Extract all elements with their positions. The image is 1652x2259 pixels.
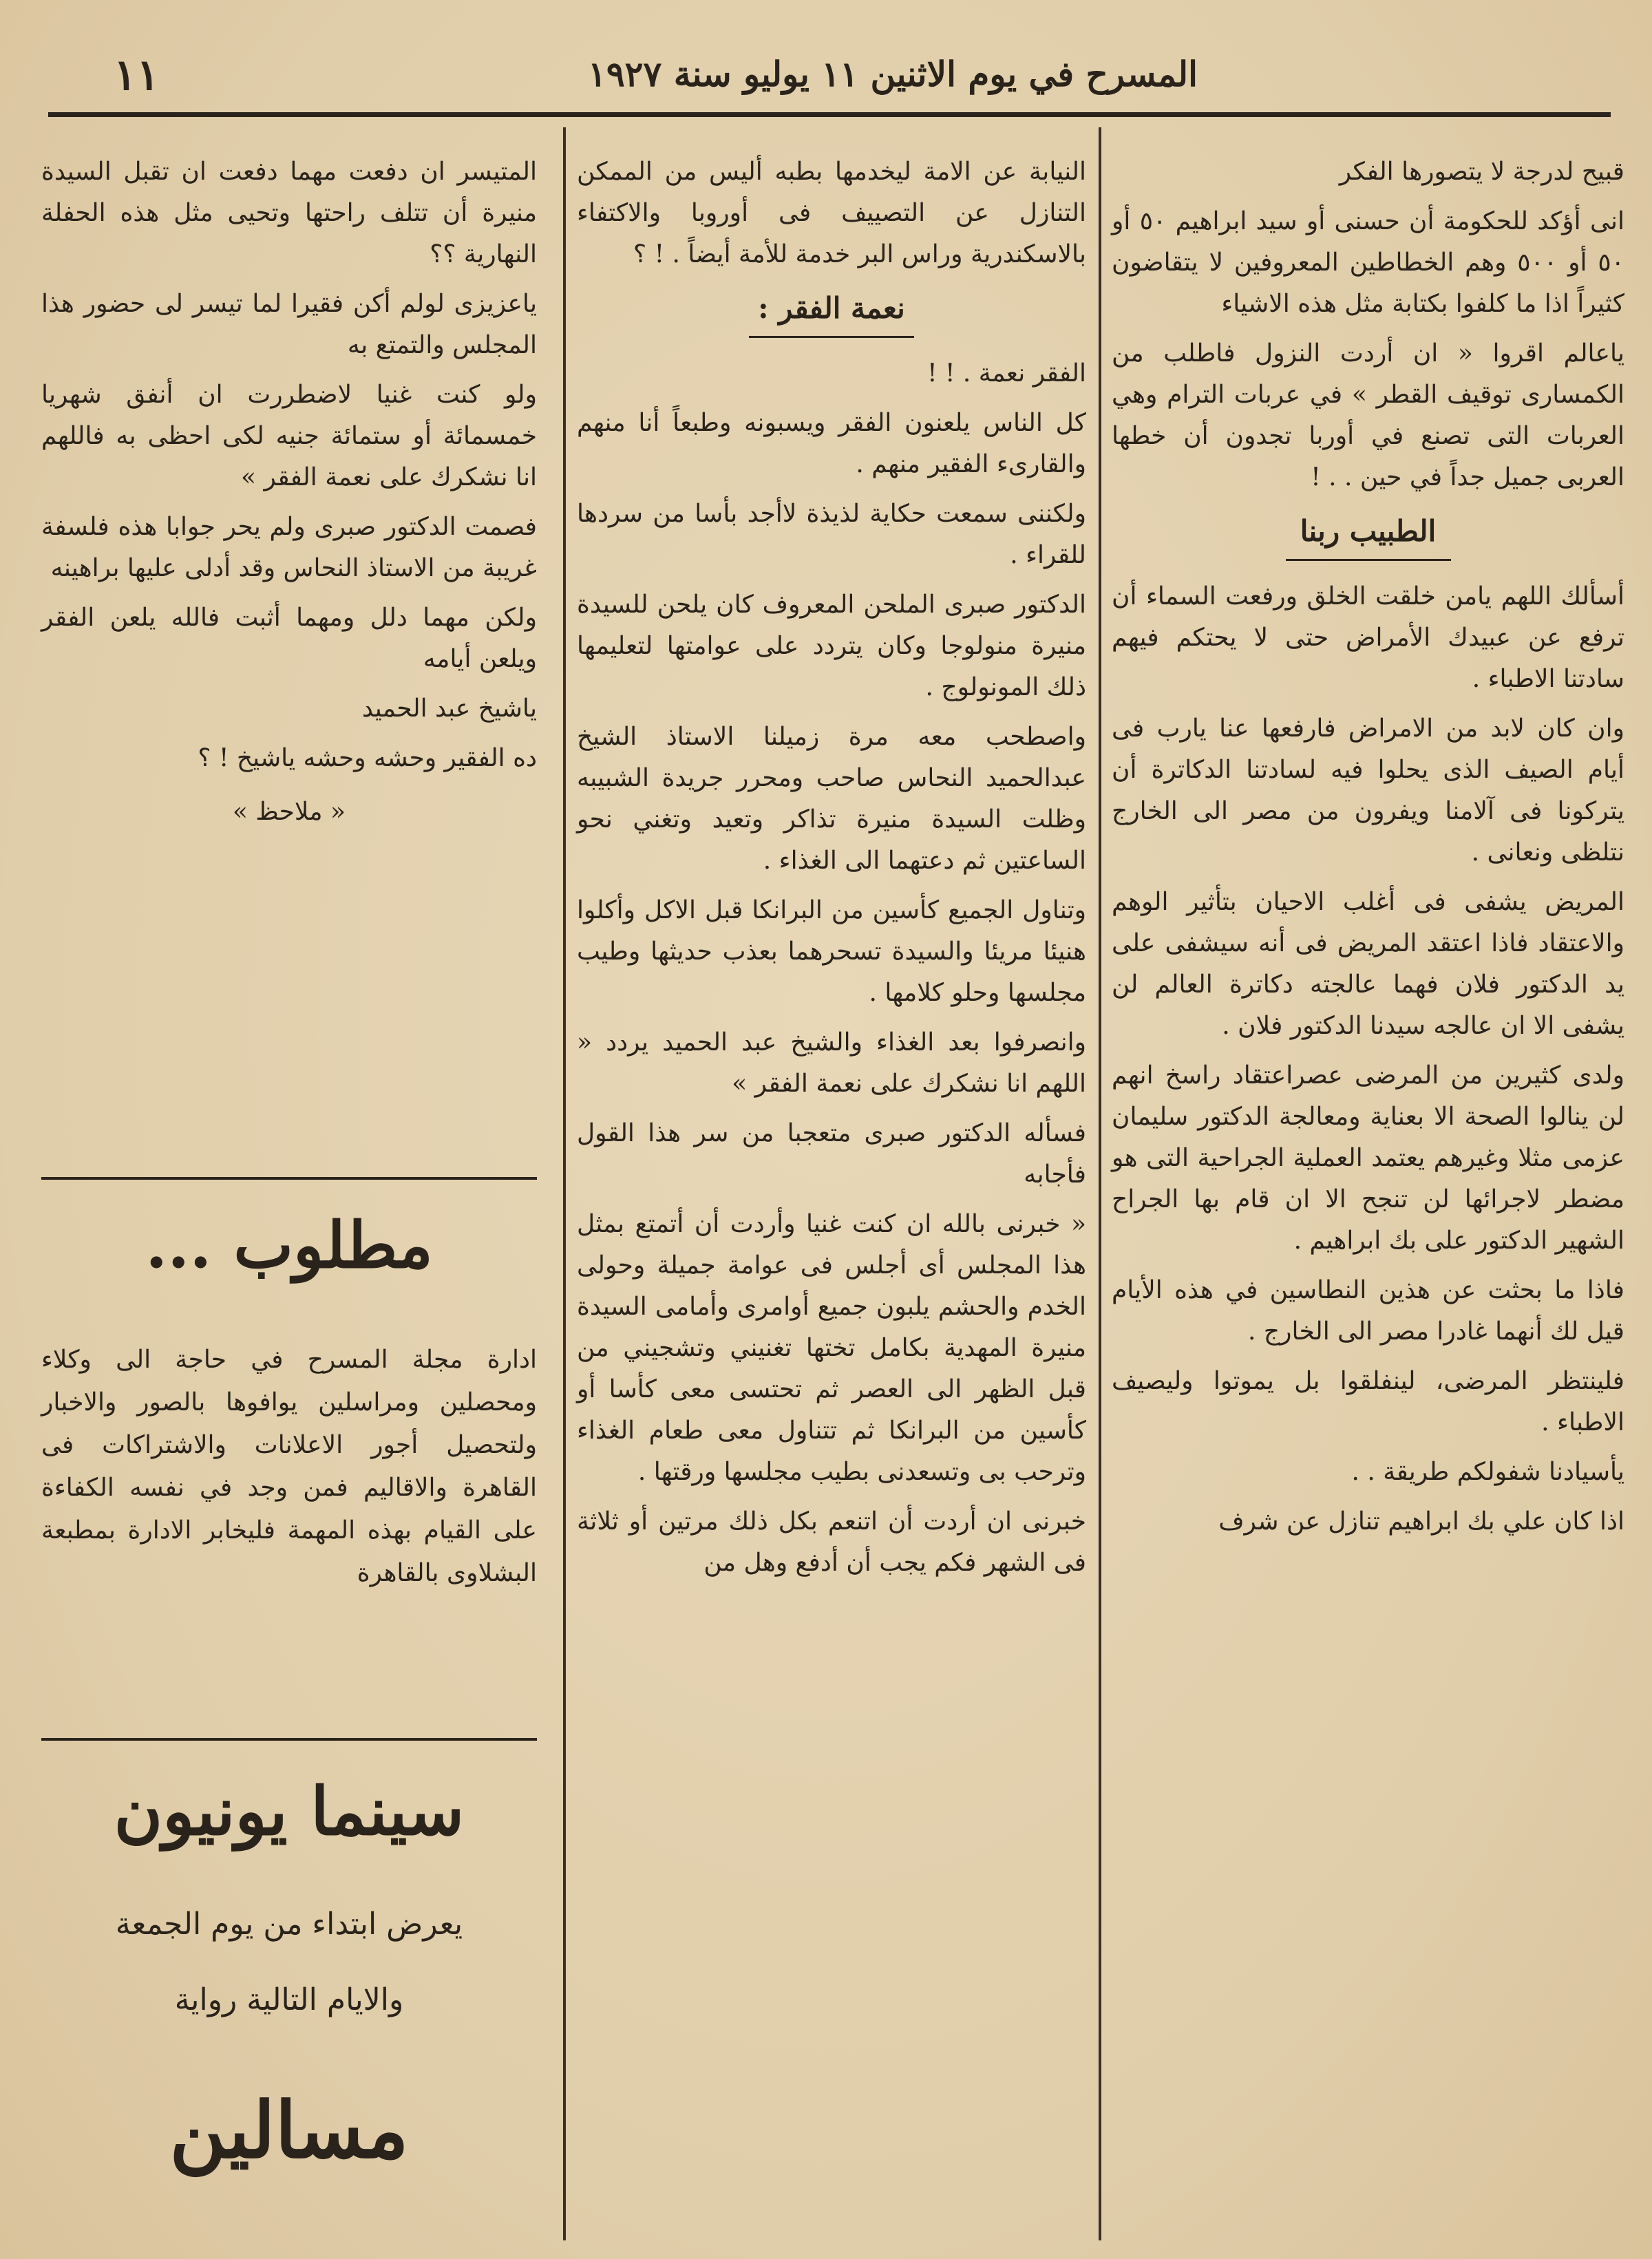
paragraph: انى أؤكد للحكومة أن حسنى أو سيد ابراهيم ٥٠ أو ٥٠ أو ٥٠٠ وهم الخطاطين المعروفين لا يتقاضون كثيراً اذا ما كلفوا بكتابة مثل هذه الاشياء: [1112, 207, 1624, 318]
column-right: [1112, 151, 1624, 1551]
paragraph: الدكتور صبرى الملحن المعروف كان يلحن للسيدة منيرة منولوجا وكان يتردد على عوامتها لتعليمها ذلك المونولوج .: [577, 591, 1086, 701]
author-signature: « ملاحظ »: [232, 798, 346, 826]
paragraph: يأسيادنا شفولكم طريقة . .: [1351, 1458, 1624, 1486]
paragraph: المتيسر ان دفعت مهما دفعت ان تقبل السيدة منيرة أن تتلف راحتها وتحيى مثل هذه الحفلة النهارية ؟؟: [41, 158, 537, 268]
paragraph: ياعزيزى لولم أكن فقيرا لما تيسر لى حضور هذا المجلس والتمتع به: [41, 290, 537, 359]
paragraph: اذا كان علي بك ابراهيم تنازل عن شرف: [1218, 1507, 1624, 1536]
column-divider-right: [1099, 127, 1101, 2240]
paragraph: فسأله الدكتور صبرى متعجبا من سر هذا القول فأجابه: [577, 1119, 1086, 1189]
section-divider: [41, 1177, 537, 1180]
column-left: [41, 151, 537, 833]
cinema-ad-line: يعرض ابتداء من يوم الجمعة: [115, 1907, 463, 1942]
ad-wanted-body: ادارة مجلة المسرح في حاجة الى وكلاء ومحصلين ومراسلين يوافوها بالصور والاخبار ولتحصيل أجور الاعلانات والاشتراكات فى القاهرة والاقاليم فمن وجد في نفسه الكفاءة على القيام بهذه المهمة فليخابر الادارة بمطبعة البشلاوى بالقاهرة: [41, 1346, 537, 1587]
paragraph: وانصرفوا بعد الغذاء والشيخ عبد الحميد يردد « اللهم انا نشكرك على نعمة الفقر »: [577, 1028, 1086, 1098]
paragraph: ولكننى سمعت حكاية لذيذة لاأجد بأسا من سردها للقراء .: [577, 500, 1086, 569]
paragraph: وان كان لابد من الامراض فارفعها عنا يارب فى أيام الصيف الذى يحلوا فيه لسادتنا الدكاترة أن يتركونا فى آلامنا ويفرون من مصر الى الخارج نتلظى ونعانى .: [1112, 714, 1624, 867]
section-divider: [41, 1738, 537, 1741]
paragraph: ده الفقير وحشه وحشه ياشيخ ! ؟: [198, 744, 537, 772]
paragraph: فاذا ما بحثت عن هذين النطاسين في هذه الأيام قيل لك أنهما غادرا مصر الى الخارج .: [1112, 1276, 1624, 1346]
page-number: ١١: [114, 50, 160, 100]
masthead: [48, 41, 1611, 117]
paragraph: خبرنى ان أردت أن اتنعم بكل ذلك مرتين أو ثلاثة فى الشهر فكم يجب أن أدفع وهل من: [577, 1507, 1086, 1577]
ad-wanted-title: مطلوب ...: [145, 1208, 433, 1282]
paragraph: الفقر نعمة . ! !: [927, 359, 1086, 388]
paragraph: ولكن مهما دلل ومهما أثبت فالله يلعن الفقر ويلعن أيامه: [41, 604, 537, 673]
heading-underline: [749, 336, 914, 338]
paragraph: فصمت الدكتور صبرى ولم يحر جوابا هذه فلسفة غريبة من الاستاذ النحاس وقد أدلى عليها براهينه: [41, 513, 537, 582]
article-heading: الطبيب ربنا: [1300, 514, 1437, 548]
paragraph: « خبرنى بالله ان كنت غنيا وأردت أن أتمتع بمثل هذا المجلس أى أجلس فى عوامة جميلة وحولى الخدم والحشم يلبون جميع أوامرى وأمامى السيدة منيرة المهدية بكامل تختها تغنيني وتشجيني من قبل الظهر الى العصر ثم تحتسى معى كأسا أو كأسين من البرانكا ثم تتناول معى طعام الغذاء وترحب بى وتسعدنى بطيب مجلسها ورقتها .: [577, 1210, 1086, 1486]
paragraph: أسألك اللهم يامن خلقت الخلق ورفعت السماء أن ترفع عن عبيدك الأمراض حتى لا يحتكم فيهم سادتنا الاطباء .: [1112, 582, 1624, 693]
cinema-ad-line: والايام التالية رواية: [174, 1982, 404, 2017]
film-title: مسالين: [169, 2086, 409, 2176]
column-middle: [577, 151, 1086, 1592]
paragraph: المريض يشفى فى أغلب الاحيان بتأثير الوهم والاعتقاد فاذا اعتقد المريض فى أنه سيشفى على يد الدكتور فلان فهما عالجته دكاترة العالم لن يشفى الا ان عالجه سيدنا الدكتور فلان .: [1112, 888, 1624, 1040]
column-divider-left: [563, 127, 566, 2240]
masthead-rule: [48, 112, 1611, 117]
paragraph: ولو كنت غنيا لاضطررت ان أنفق شهريا خمسمائة أو ستمائة جنيه لكى احظى به فاللهم انا نشكرك على نعمة الفقر »: [41, 381, 537, 491]
paragraph: ولدى كثيرين من المرضى عصراعتقاد راسخ انهم لن ينالوا الصحة الا بعناية ومعالجة الدكتور سليمان عزمى مثلا وغيرهم يعتمد العملية الجراحية التى هو مضطر لاجرائها لن تنجح الا ان قام بها الجراح الشهير الدكتور على بك ابراهيم .: [1112, 1061, 1624, 1255]
paragraph: ياعالم اقروا « ان أردت النزول فاطلب من الكمسارى توقيف القطر » في عربات الترام وهي العربات التى تصنع في أوربا تجدون أن خطها العربى جميل جداً في حين . . !: [1112, 339, 1624, 491]
heading-underline: [1286, 559, 1451, 561]
paragraph: النيابة عن الامة ليخدمها بطبه أليس من الممكن التنازل عن التصييف فى أوروبا والاكتفاء بالاسكندرية وراس البر خدمة للأمة أيضاً . ! ؟: [577, 158, 1086, 268]
paragraph: وتناول الجميع كأسين من البرانكا قبل الاكل وأكلوا هنيئا مريئا والسيدة تسحرهما بعذب حديثها وطيب مجلسها وحلو كلامها .: [577, 896, 1086, 1007]
article-heading: نعمة الفقر :: [758, 291, 905, 325]
paragraph: كل الناس يلعنون الفقر ويسبونه وطبعاً أنا منهم والقارىء الفقير منهم .: [577, 409, 1086, 478]
paragraph: واصطحب معه مرة زميلنا الاستاذ الشيخ عبدالحميد النحاس صاحب ومحرر جريدة الشبيبه وظلت السيدة منيرة تذاكر وتعيد وتغني نحو الساعتين ثم دعتهما الى الغذاء .: [577, 723, 1086, 875]
paragraph: فلينتظر المرضى، لينفلقوا بل يموتوا وليصيف الاطباء .: [1112, 1367, 1624, 1436]
paragraph: قبيح لدرجة لا يتصورها الفكر: [1339, 158, 1624, 186]
cinema-ad-title: سينما يونيون: [114, 1772, 465, 1850]
paragraph: ياشيخ عبد الحميد: [361, 694, 537, 723]
masthead-title: المسرح في يوم الاثنين ١١ يوليو سنة ١٩٢٧: [587, 54, 1198, 94]
